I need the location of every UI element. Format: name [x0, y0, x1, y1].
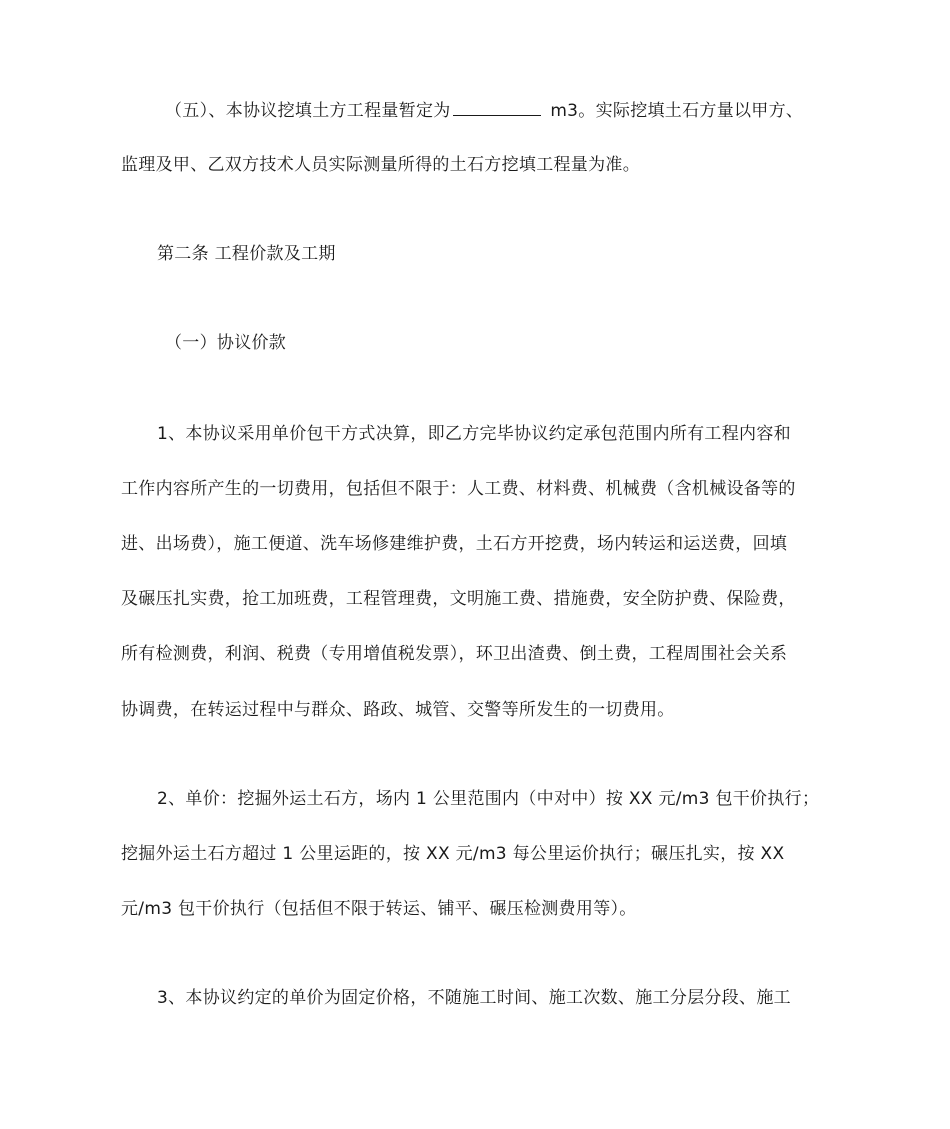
item-2-line-1: 2、单价：挖掘外运土石方，场内 1 公里范围内（中对中）按 XX 元/m3 包干价执行； — [157, 789, 820, 809]
item-2-line-3: 元/m3 包干价执行（包括但不限于转运、铺平、碾压检测费用等）。 — [121, 899, 637, 919]
item-1-line-2: 工作内容所产生的一切费用，包括但不限于：人工费、材料费、机械费（含机械设备等的 — [121, 479, 796, 499]
item-1-line-1: 1、本协议采用单价包干方式决算，即乙方完毕协议约定承包范围内所有工程内容和 — [157, 424, 791, 444]
item-2-line-2: 挖掘外运土石方超过 1 公里运距的，按 XX 元/m3 每公里运价执行；碾压扎实，按 XX — [121, 844, 785, 864]
section-1-heading: （一）协议价款 — [165, 333, 287, 353]
paragraph-5-line-2: 监理及甲、乙双方技术人员实际测量所得的土石方挖填工程量为准。 — [121, 155, 640, 175]
item-1-line-6: 协调费，在转运过程中与群众、路政、城管、交警等所发生的一切费用。 — [121, 700, 675, 720]
paragraph-5-line-1 — [165, 98, 803, 123]
item-3-line-1: 3、本协议约定的单价为固定价格，不随施工时间、施工次数、施工分层分段、施工 — [157, 988, 791, 1008]
blank-fill-line — [453, 98, 541, 116]
text-segment: （五）、本协议挖填土方工程量暂定为 — [165, 101, 451, 121]
article-2-heading: 第二条 工程价款及工期 — [157, 244, 336, 264]
item-1-line-3: 进、出场费），施工便道、洗车场修建维护费，土石方开挖费，场内转运和运送费，回填 — [121, 534, 788, 554]
item-1-line-5: 所有检测费，利润、税费（专用增值税发票），环卫出渣费、倒土费，工程周围社会关系 — [121, 644, 788, 664]
item-1-line-4: 及碾压扎实费，抢工加班费，工程管理费，文明施工费、措施费，安全防护费、保险费， — [121, 589, 796, 609]
text-segment: m3。实际挖填土石方量以甲方、 — [544, 101, 804, 121]
